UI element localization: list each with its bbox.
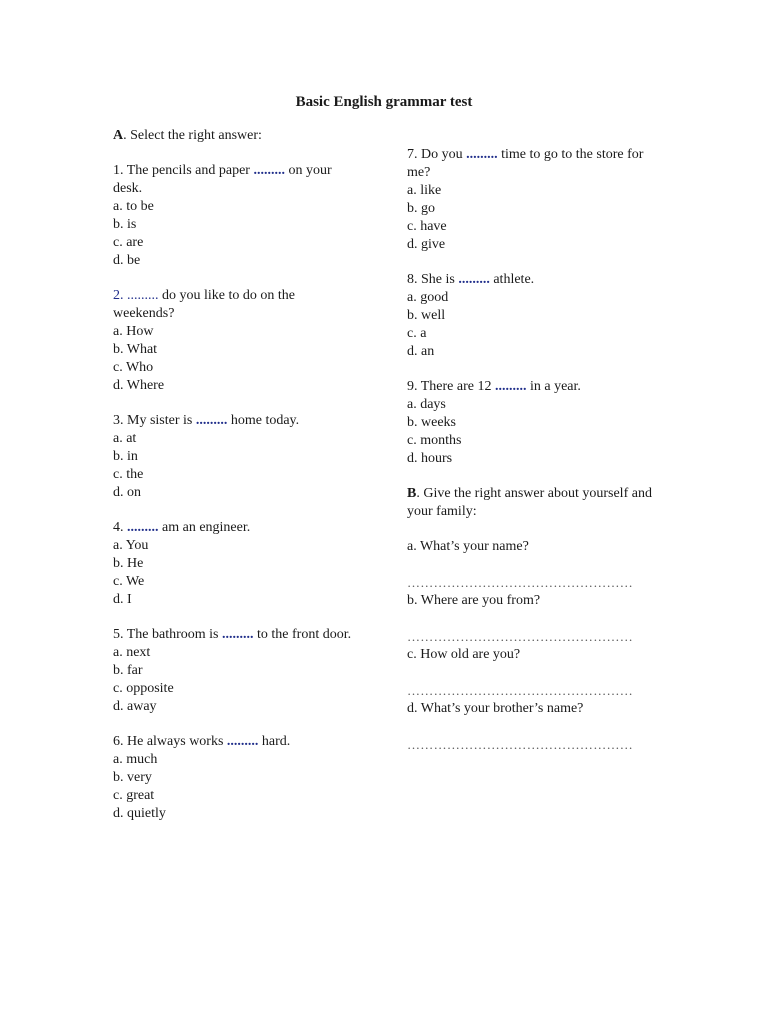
open-question: c. How old are you? <box>407 647 521 662</box>
question-text: on your desk. <box>113 163 332 196</box>
section-b-letter: B <box>407 486 417 501</box>
right-column <box>407 146 657 754</box>
option: a. days <box>407 397 446 412</box>
question-text: to the front door. <box>253 627 352 642</box>
option: d. away <box>113 699 157 714</box>
option: a. next <box>113 645 151 660</box>
option: c. are <box>113 235 144 250</box>
section-b-instruction: . Give the right answer about yourself and your family: <box>407 486 652 519</box>
option: c. Who <box>113 360 154 375</box>
option: a. You <box>113 538 149 553</box>
question-6 <box>113 733 358 751</box>
option: b. He <box>113 556 144 571</box>
question-text: am an engineer. <box>158 520 251 535</box>
question-text: My sister is <box>123 413 196 428</box>
answer-line: …………………………………………… <box>407 575 634 590</box>
section-a-letter: A <box>113 128 124 143</box>
question-8 <box>407 271 657 289</box>
question-text: home today. <box>227 413 300 428</box>
answer-blank: ......... <box>127 520 159 535</box>
answer-blank: ......... <box>226 734 259 749</box>
option: c. the <box>113 467 144 482</box>
answer-blank: ......... <box>127 288 159 303</box>
question-text: There are 12 <box>417 379 495 394</box>
page-title: Basic English grammar test <box>295 94 473 110</box>
answer-blank: ......... <box>222 627 254 642</box>
question-text: He always works <box>123 734 227 749</box>
option: d. on <box>113 485 141 500</box>
option: c. a <box>407 326 427 341</box>
option: d. Where <box>113 378 165 393</box>
open-question: a. What’s your name? <box>407 539 529 554</box>
question-1 <box>113 162 358 198</box>
option: a. much <box>113 752 158 767</box>
question-text: She is <box>417 272 459 287</box>
option: a. like <box>407 183 442 198</box>
question-text: The bathroom is <box>123 627 223 642</box>
option: b. well <box>407 308 446 323</box>
option: a. good <box>407 290 449 305</box>
option: c. opposite <box>113 681 174 696</box>
left-column <box>113 127 358 823</box>
answer-line: …………………………………………… <box>407 629 634 644</box>
option: b. far <box>113 663 143 678</box>
option: b. very <box>113 770 152 785</box>
option: d. give <box>407 237 446 252</box>
option: b. weeks <box>407 415 456 430</box>
option: c. have <box>407 219 447 234</box>
open-question: d. What’s your brother’s name? <box>407 701 584 716</box>
option: b. go <box>407 201 435 216</box>
answer-blank: ......... <box>195 413 228 428</box>
question-text: do you like to do on the weekends? <box>113 288 295 321</box>
question-5 <box>113 626 358 644</box>
question-text: hard. <box>258 734 291 749</box>
answer-blank: ......... <box>494 379 527 394</box>
answer-line: …………………………………………… <box>407 737 634 752</box>
question-number: 3. <box>113 413 124 428</box>
answer-blank: ......... <box>253 163 285 178</box>
question-3 <box>113 412 358 430</box>
question-text: in a year. <box>526 379 581 394</box>
option: b. in <box>113 449 138 464</box>
option: a. How <box>113 324 154 339</box>
question-number: 2. <box>113 288 124 303</box>
question-2 <box>113 287 358 323</box>
option: c. months <box>407 433 462 448</box>
option: d. an <box>407 344 435 359</box>
question-9 <box>407 378 657 396</box>
option: d. be <box>113 253 141 268</box>
question-text: The pencils and paper <box>123 163 254 178</box>
option: b. is <box>113 217 137 232</box>
question-text: athlete. <box>489 272 535 287</box>
section-a-instruction: . Select the right answer: <box>123 128 262 143</box>
question-number: 4. <box>113 520 124 535</box>
answer-line: …………………………………………… <box>407 683 634 698</box>
question-text: Do you <box>417 147 467 162</box>
option: d. hours <box>407 451 453 466</box>
question-number: 5. <box>113 627 124 642</box>
option: c. great <box>113 788 155 803</box>
question-7 <box>407 146 657 182</box>
option: b. What <box>113 342 158 357</box>
question-number: 1. <box>113 163 124 178</box>
answer-blank: ......... <box>466 147 498 162</box>
option: a. to be <box>113 199 154 214</box>
option: c. We <box>113 574 145 589</box>
open-question: b. Where are you from? <box>407 593 541 608</box>
question-text: time to go to the store for me? <box>407 147 644 180</box>
question-number: 6. <box>113 734 124 749</box>
question-number: 7. <box>407 147 418 162</box>
section-b-heading <box>407 485 657 521</box>
option: d. quietly <box>113 806 166 821</box>
question-4 <box>113 519 358 537</box>
question-number: 8. <box>407 272 418 287</box>
option: d. I <box>113 592 132 607</box>
answer-blank: ......... <box>458 272 490 287</box>
section-a-heading <box>113 127 358 145</box>
option: a. at <box>113 431 137 446</box>
question-number: 9. <box>407 379 418 394</box>
